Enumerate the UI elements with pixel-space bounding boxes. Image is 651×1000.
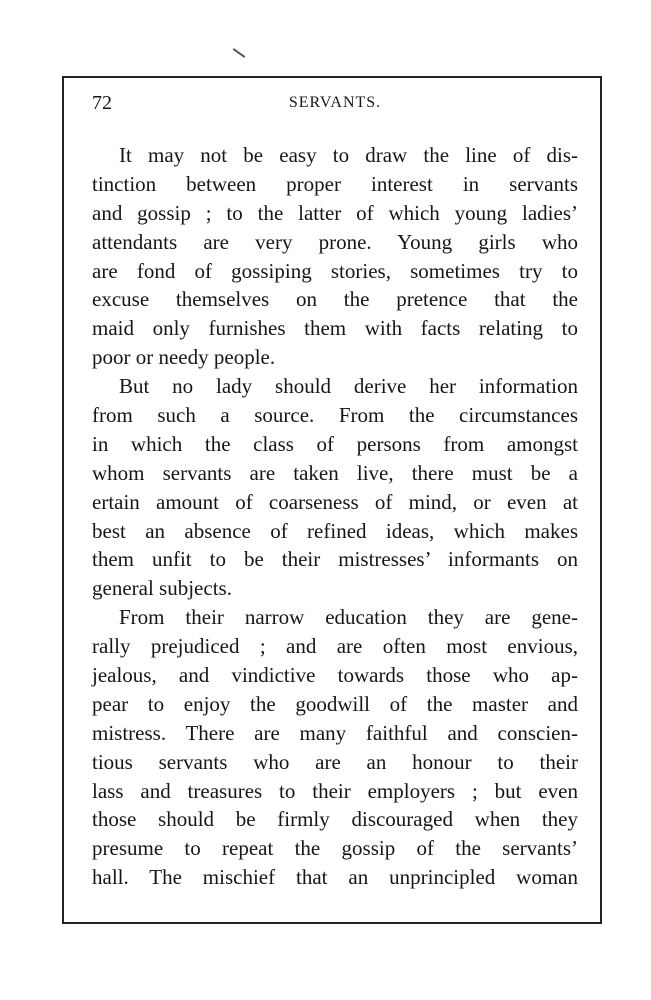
text-line: best an absence of refined ideas, which makes [92,518,578,543]
text-line: general subjects. [92,576,232,601]
text-line: maid only furnishes them with facts relating to [92,316,578,341]
text-line: It may not be easy to draw the line of dis- [119,143,578,167]
text-line: mistress. There are many faithful and conscien- [92,720,578,745]
text-line: poor or needy people. [92,345,276,370]
text-line: from such a source. From the circumstances [92,403,578,428]
text-line: ertain amount of coarseness of mind, or even at [92,489,578,514]
running-head [92,92,578,116]
body-text [92,141,578,892]
text-line: them unfit to be their mistresses’ informants on [92,547,578,572]
text-line: jealous, and vindictive towards those who ap- [92,663,578,688]
text-line: presume to repeat the gossip of the servants’ [92,836,578,861]
text-line: whom servants are taken live, there must be a [92,460,578,485]
text-line: lass and treasures to their employers ; but even [92,778,578,803]
text-line: rally prejudiced ; and are often most envious, [92,634,578,659]
text-line: tinction between proper interest in servants [92,171,578,196]
text-line: But no lady should derive her information [119,374,578,399]
text-line: hall. The mischief that an unprincipled woman [92,865,578,890]
text-line: are fond of gossiping stories, sometimes try to [92,258,578,283]
page-title: SERVANTS. [288,94,382,111]
ink-speck [233,48,246,58]
text-line: those should be firmly discouraged when they [92,807,578,832]
text-line: and gossip ; to the latter of which young ladies’ [92,200,578,225]
page-number: 72 [92,92,112,114]
text-line: attendants are very prone. Young girls who [92,229,578,254]
text-line: excuse themselves on the pretence that the [92,287,578,312]
text-line: From their narrow education they are gene- [119,605,578,630]
text-line: pear to enjoy the goodwill of the master and [92,691,578,716]
text-line: tious servants who are an honour to their [92,749,578,774]
text-line: in which the class of persons from amongst [92,431,578,456]
